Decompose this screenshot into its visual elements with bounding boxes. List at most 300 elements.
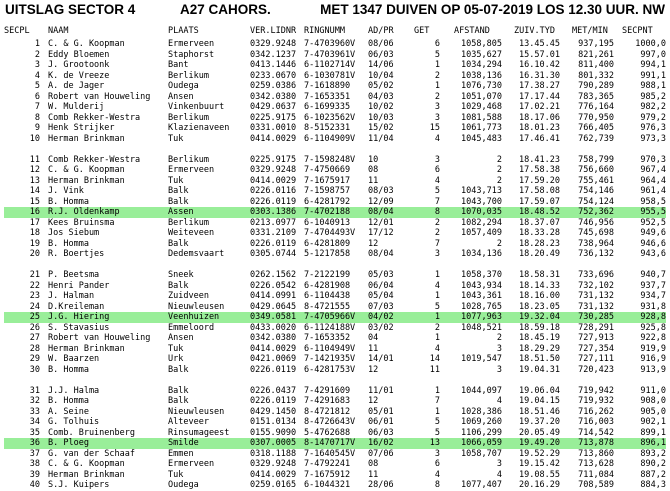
cell-mpm: 727,354 bbox=[578, 343, 614, 354]
cell-get: 3 bbox=[434, 112, 440, 123]
cell-mpm: 746,956 bbox=[578, 217, 614, 228]
cell-pnt: 940,7 bbox=[640, 270, 666, 280]
cell-afst: 1019,547 bbox=[461, 354, 502, 364]
cell-naam: Herman Brinkman bbox=[48, 343, 125, 354]
cell-pnt: 979,2 bbox=[640, 112, 666, 123]
cell-adpr: 05/02 bbox=[368, 81, 394, 91]
cell-naam: C. & G. Koopman bbox=[48, 165, 125, 175]
cell-lid: 0429.1450 bbox=[250, 406, 297, 417]
cell-adpr: 08/06 bbox=[368, 39, 394, 49]
cell-naam: Robert van Houweling bbox=[48, 91, 151, 102]
table-row bbox=[4, 102, 666, 113]
cell-pnt: 958,5 bbox=[640, 196, 666, 207]
table-row bbox=[4, 92, 666, 103]
cell-ring: 8-4721555 bbox=[304, 301, 351, 312]
cell-lid: 0259.0165 bbox=[250, 480, 297, 490]
cell-adpr: 05/04 bbox=[368, 291, 394, 301]
cell-afst: 1076,730 bbox=[461, 81, 502, 91]
cell-ring: 7-4703961V bbox=[304, 49, 356, 60]
table-row bbox=[4, 197, 666, 208]
cell-pnt: 928,8 bbox=[640, 312, 666, 322]
cell-lid: 0225.9175 bbox=[250, 112, 297, 123]
cell-tijd: 15.57.01 bbox=[519, 49, 560, 60]
cell-afst: 1034,136 bbox=[461, 249, 502, 259]
cell-mpm: 731,132 bbox=[578, 301, 614, 312]
cell-pnt: 922,8 bbox=[640, 333, 666, 343]
cell-pnt: 997,0 bbox=[640, 49, 666, 60]
cell-mpm: 937,195 bbox=[578, 39, 614, 49]
cell-naam: Comb Rekker-Westra bbox=[48, 112, 141, 123]
cell-lid: 0226.0437 bbox=[250, 385, 297, 396]
cell-mpm: 738,964 bbox=[578, 238, 614, 249]
cell-ring: 6-1699335 bbox=[304, 102, 351, 112]
cell-mpm: 758,799 bbox=[578, 154, 614, 165]
cell-mpm: 719,942 bbox=[578, 385, 614, 396]
cell-ring: 8-1470717V bbox=[304, 438, 356, 448]
table-row bbox=[4, 71, 666, 82]
cell-naam: D.Kreileman bbox=[48, 301, 105, 312]
cell-lid: 0342.0380 bbox=[250, 333, 297, 343]
cell-lid: 0414.0991 bbox=[250, 291, 297, 301]
cell-get: 5 bbox=[434, 301, 440, 312]
cell-lid: 0342.0380 bbox=[250, 91, 297, 102]
table-row bbox=[4, 344, 666, 355]
cell-get: 4 bbox=[434, 343, 440, 354]
group-spacer bbox=[4, 375, 666, 386]
cell-tijd: 18.28.23 bbox=[519, 238, 560, 249]
cell-lid: 0151.0134 bbox=[250, 417, 297, 427]
cell-pl: 3 bbox=[34, 60, 40, 70]
cell-adpr: 11/04 bbox=[368, 133, 394, 144]
cell-pnt: 946,6 bbox=[640, 238, 666, 249]
table-row bbox=[4, 249, 666, 260]
cell-afst: 2 bbox=[496, 333, 502, 343]
cell-mpm: 731,132 bbox=[578, 291, 614, 301]
cell-ring: 7-4705966V bbox=[304, 312, 356, 322]
table-row bbox=[4, 470, 666, 481]
cell-adpr: 06/01 bbox=[368, 417, 394, 427]
cell-mpm: 756,660 bbox=[578, 165, 614, 175]
cell-pnt: 967,4 bbox=[640, 165, 666, 175]
cell-adpr: 12/01 bbox=[368, 217, 394, 228]
cell-ring: 7-4291683 bbox=[304, 396, 351, 406]
cell-pnt: 893,2 bbox=[640, 448, 666, 459]
cell-plaats: Ermerveen bbox=[168, 459, 215, 469]
cell-ring: 7-4750669 bbox=[304, 165, 351, 175]
table-row bbox=[4, 323, 666, 334]
cell-plaats: Nieuwleusen bbox=[168, 301, 225, 312]
cell-pl: 14 bbox=[29, 186, 40, 196]
cell-lid: 0226.0116 bbox=[250, 186, 297, 196]
cell-afst: 3 bbox=[496, 364, 502, 375]
cell-afst: 1029,468 bbox=[461, 102, 502, 112]
table-row bbox=[4, 218, 666, 229]
cell-tijd: 18.59.18 bbox=[519, 322, 560, 333]
cell-naam: R. Boertjes bbox=[48, 249, 105, 259]
cell-pnt: 902,1 bbox=[640, 417, 666, 427]
cell-mpm: 755,461 bbox=[578, 175, 614, 186]
cell-mpm: 727,913 bbox=[578, 333, 614, 343]
table-row bbox=[4, 113, 666, 124]
cell-afst: 1044,097 bbox=[461, 385, 502, 396]
table-row bbox=[4, 459, 666, 470]
cell-mpm: 728,291 bbox=[578, 322, 614, 333]
cell-adpr: 10/03 bbox=[368, 112, 394, 123]
title-race: A27 CAHORS. bbox=[180, 2, 271, 17]
cell-pl: 6 bbox=[34, 91, 40, 102]
cell-lid: 0262.1562 bbox=[250, 270, 297, 280]
cell-ring: 6-1023562V bbox=[304, 112, 356, 123]
cell-afst: 1038,136 bbox=[461, 70, 502, 81]
header-ver-lidnr: VER.LIDNR bbox=[250, 26, 297, 36]
cell-lid: 0213.0977 bbox=[250, 217, 297, 228]
cell-plaats: Vinkenbuurt bbox=[168, 102, 225, 112]
cell-lid: 0226.0542 bbox=[250, 280, 297, 291]
cell-naam: Herman Brinkman bbox=[48, 469, 125, 480]
cell-adpr: 05/01 bbox=[368, 406, 394, 417]
cell-naam: K. de Vreeze bbox=[48, 70, 110, 81]
table-row bbox=[4, 239, 666, 250]
cell-mpm: 711,084 bbox=[578, 469, 614, 480]
cell-adpr: 07/06 bbox=[368, 448, 394, 459]
cell-ring: 7-1675912 bbox=[304, 469, 351, 480]
cell-lid: 0226.0119 bbox=[250, 396, 297, 406]
cell-tijd: 16.10.42 bbox=[519, 60, 560, 70]
cell-plaats: Tuk bbox=[168, 175, 184, 186]
cell-tijd: 18.51.46 bbox=[519, 406, 560, 417]
header-naam: NAAM bbox=[48, 26, 69, 36]
cell-adpr: 10 bbox=[368, 154, 379, 165]
cell-ring: 6-1102714V bbox=[304, 60, 356, 70]
cell-adpr: 14/01 bbox=[368, 354, 394, 364]
cell-get: 5 bbox=[434, 49, 440, 60]
table-row bbox=[4, 396, 666, 407]
cell-lid: 0329.9248 bbox=[250, 165, 297, 175]
cell-get: 3 bbox=[434, 448, 440, 459]
cell-tijd: 19.04.31 bbox=[519, 364, 560, 375]
cell-adpr: 08/04 bbox=[368, 207, 394, 217]
cell-naam: J.G. Hiering bbox=[48, 312, 110, 322]
cell-pnt: 931,8 bbox=[640, 301, 666, 312]
cell-mpm: 770,950 bbox=[578, 112, 614, 123]
cell-pl: 16 bbox=[29, 207, 40, 217]
cell-naam: Comb. Bruinenberg bbox=[48, 427, 135, 438]
cell-get: 1 bbox=[434, 60, 440, 70]
cell-afst: 1066,059 bbox=[461, 438, 502, 448]
cell-naam: B. Homma bbox=[48, 396, 89, 406]
cell-pl: 13 bbox=[29, 175, 40, 186]
cell-adpr: 07/03 bbox=[368, 301, 394, 312]
cell-tijd: 18.33.28 bbox=[519, 228, 560, 238]
cell-plaats: Oudega bbox=[168, 81, 199, 91]
cell-get: 4 bbox=[434, 175, 440, 186]
cell-tijd: 18.14.33 bbox=[519, 280, 560, 291]
cell-pl: 37 bbox=[29, 448, 40, 459]
cell-mpm: 714,542 bbox=[578, 427, 614, 438]
cell-get: 7 bbox=[434, 396, 440, 406]
cell-get: 1 bbox=[434, 270, 440, 280]
cell-adpr: 08 bbox=[368, 459, 379, 469]
cell-ring: 7-4291609 bbox=[304, 385, 351, 396]
cell-mpm: 708,589 bbox=[578, 480, 614, 490]
cell-adpr: 11 bbox=[368, 469, 379, 480]
cell-afst: 4 bbox=[496, 469, 502, 480]
cell-ring: 7-1598248V bbox=[304, 154, 356, 165]
cell-mpm: 776,164 bbox=[578, 102, 614, 112]
cell-pl: 40 bbox=[29, 480, 40, 490]
cell-get: 7 bbox=[434, 196, 440, 207]
cell-afst: 1070,035 bbox=[461, 207, 502, 217]
results-table bbox=[4, 26, 666, 491]
cell-naam: J. Vink bbox=[48, 186, 84, 196]
group-spacer bbox=[4, 144, 666, 155]
cell-lid: 0414.0029 bbox=[250, 469, 297, 480]
cell-get: 3 bbox=[434, 154, 440, 165]
cell-get: 7 bbox=[434, 238, 440, 249]
cell-pnt: 905,0 bbox=[640, 406, 666, 417]
table-row bbox=[4, 50, 666, 61]
cell-pl: 24 bbox=[29, 301, 40, 312]
cell-lid: 0414.0029 bbox=[250, 133, 297, 144]
cell-tijd: 18.23.05 bbox=[519, 301, 560, 312]
cell-get: 6 bbox=[434, 459, 440, 469]
cell-naam: S. Stavasius bbox=[48, 322, 110, 333]
table-row-highlighted bbox=[4, 207, 666, 218]
table-row bbox=[4, 407, 666, 418]
cell-afst: 1081,588 bbox=[461, 112, 502, 123]
cell-plaats: Weiteveen bbox=[168, 228, 215, 238]
cell-plaats: Ermerveen bbox=[168, 39, 215, 49]
cell-ring: 6-1104438 bbox=[304, 291, 351, 301]
cell-naam: W. Mulderij bbox=[48, 102, 105, 112]
cell-pnt: 937,7 bbox=[640, 280, 666, 291]
cell-mpm: 790,289 bbox=[578, 81, 614, 91]
cell-lid: 0233.0670 bbox=[250, 70, 297, 81]
cell-adpr: 06/04 bbox=[368, 280, 394, 291]
cell-tijd: 17.59.20 bbox=[519, 175, 560, 186]
cell-plaats: Zuidveen bbox=[168, 291, 209, 301]
cell-naam: Jos Siebum bbox=[48, 228, 100, 238]
cell-tijd: 17.58.38 bbox=[519, 165, 560, 175]
cell-pnt: 896,1 bbox=[640, 438, 666, 448]
cell-naam: A. de Jager bbox=[48, 81, 105, 91]
cell-ring: 6-1104949V bbox=[304, 343, 356, 354]
cell-naam: Herman Brinkman bbox=[48, 133, 125, 144]
cell-ring: 6-1030781V bbox=[304, 70, 356, 81]
cell-tijd: 19.37.20 bbox=[519, 417, 560, 427]
cell-afst: 1058,370 bbox=[461, 270, 502, 280]
cell-lid: 0349.0581 bbox=[250, 312, 297, 322]
cell-tijd: 18.45.19 bbox=[519, 333, 560, 343]
cell-plaats: Berlikum bbox=[168, 70, 209, 81]
cell-pl: 17 bbox=[29, 217, 40, 228]
cell-pnt: 964,4 bbox=[640, 175, 666, 186]
cell-lid: 0414.0029 bbox=[250, 343, 297, 354]
cell-naam: B. Homma bbox=[48, 196, 89, 207]
cell-mpm: 713,628 bbox=[578, 459, 614, 469]
cell-plaats: Balk bbox=[168, 186, 189, 196]
cell-mpm: 727,111 bbox=[578, 354, 614, 364]
table-row bbox=[4, 81, 666, 92]
cell-afst: 1028,386 bbox=[461, 406, 502, 417]
cell-adpr: 12/09 bbox=[368, 196, 394, 207]
cell-mpm: 783,365 bbox=[578, 91, 614, 102]
cell-tijd: 18.20.49 bbox=[519, 249, 560, 259]
cell-adpr: 12 bbox=[368, 238, 379, 249]
cell-pl: 25 bbox=[29, 312, 40, 322]
cell-pnt: 985,2 bbox=[640, 91, 666, 102]
header-zuiv-tyd: ZUIV.TYD bbox=[514, 26, 555, 36]
cell-naam: J. Halman bbox=[48, 291, 95, 301]
cell-lid: 0226.0119 bbox=[250, 238, 297, 249]
cell-pnt: 887,2 bbox=[640, 469, 666, 480]
cell-plaats: Berlikum bbox=[168, 217, 209, 228]
cell-lid: 0226.0119 bbox=[250, 196, 297, 207]
cell-get: 13 bbox=[429, 438, 440, 448]
cell-plaats: Nieuwleusen bbox=[168, 406, 225, 417]
cell-plaats: Dedemsvaart bbox=[168, 249, 225, 259]
cell-naam: C. & G. Koopman bbox=[48, 39, 125, 49]
cell-pl: 5 bbox=[34, 81, 40, 91]
cell-naam: Robert van Houweling bbox=[48, 333, 151, 343]
cell-lid: 0225.9175 bbox=[250, 154, 297, 165]
cell-ring: 6-1040913 bbox=[304, 217, 351, 228]
cell-tijd: 18.41.23 bbox=[519, 154, 560, 165]
cell-get: 1 bbox=[434, 333, 440, 343]
cell-pl: 23 bbox=[29, 291, 40, 301]
cell-get: 11 bbox=[429, 364, 440, 375]
cell-lid: 0329.9248 bbox=[250, 39, 297, 49]
cell-lid: 0429.0637 bbox=[250, 102, 297, 112]
cell-pnt: 988,1 bbox=[640, 81, 666, 91]
header-plaats: PLAATS bbox=[168, 26, 199, 36]
cell-afst: 1077,963 bbox=[461, 312, 502, 322]
table-row bbox=[4, 123, 666, 134]
table-row bbox=[4, 291, 666, 302]
cell-pnt: 1000,0 bbox=[635, 39, 666, 49]
cell-plaats: Rinsumageest bbox=[168, 427, 230, 438]
table-row bbox=[4, 228, 666, 239]
cell-naam: A. Seine bbox=[48, 406, 89, 417]
cell-pnt: 934,7 bbox=[640, 291, 666, 301]
cell-get: 1 bbox=[434, 291, 440, 301]
table-row bbox=[4, 270, 666, 281]
cell-plaats: Assen bbox=[168, 207, 194, 217]
cell-tijd: 19.49.20 bbox=[519, 438, 560, 448]
cell-get: 2 bbox=[434, 91, 440, 102]
cell-pnt: 973,3 bbox=[640, 133, 666, 144]
cell-pl: 19 bbox=[29, 238, 40, 249]
cell-mpm: 754,146 bbox=[578, 186, 614, 196]
cell-tijd: 18.16.00 bbox=[519, 291, 560, 301]
cell-pl: 31 bbox=[29, 385, 40, 396]
cell-get: 8 bbox=[434, 207, 440, 217]
cell-pl: 2 bbox=[34, 49, 40, 60]
cell-lid: 0303.1386 bbox=[250, 207, 297, 217]
cell-ring: 7-2122199 bbox=[304, 270, 351, 280]
cell-get: 1 bbox=[434, 406, 440, 417]
cell-pl: 28 bbox=[29, 343, 40, 354]
header-afstand: AFSTAND bbox=[454, 26, 490, 36]
cell-pl: 20 bbox=[29, 249, 40, 259]
cell-afst: 1058,805 bbox=[461, 39, 502, 49]
table-row-highlighted bbox=[4, 438, 666, 449]
cell-plaats: Berlikum bbox=[168, 154, 209, 165]
cell-afst: 1069,260 bbox=[461, 417, 502, 427]
cell-plaats: Ermerveen bbox=[168, 165, 215, 175]
cell-ring: 8-5152331 bbox=[304, 123, 351, 133]
cell-get: 1 bbox=[434, 312, 440, 322]
cell-get: 8 bbox=[434, 480, 440, 490]
cell-ring: 6-4281809 bbox=[304, 238, 351, 249]
cell-pl: 10 bbox=[29, 133, 40, 144]
cell-plaats: Balk bbox=[168, 385, 189, 396]
cell-ring: 6-4281753V bbox=[304, 364, 356, 375]
cell-get: 2 bbox=[434, 217, 440, 228]
cell-tijd: 18.29.29 bbox=[519, 343, 560, 354]
report-title bbox=[5, 2, 667, 20]
cell-ring: 6-4281792 bbox=[304, 196, 351, 207]
cell-lid: 0305.0744 bbox=[250, 249, 297, 259]
cell-mpm: 736,132 bbox=[578, 249, 614, 259]
cell-pnt: 884,3 bbox=[640, 480, 666, 490]
table-row bbox=[4, 134, 666, 145]
cell-pl: 30 bbox=[29, 364, 40, 375]
cell-pnt: 916,9 bbox=[640, 354, 666, 364]
cell-pnt: 943,6 bbox=[640, 249, 666, 259]
cell-adpr: 05/03 bbox=[368, 270, 394, 280]
cell-afst: 2 bbox=[496, 154, 502, 165]
cell-plaats: Emmen bbox=[168, 448, 194, 459]
cell-lid: 0259.0386 bbox=[250, 81, 297, 91]
cell-pl: 4 bbox=[34, 70, 40, 81]
cell-tijd: 19.32.04 bbox=[519, 312, 560, 322]
cell-pl: 34 bbox=[29, 417, 40, 427]
cell-adpr: 04 bbox=[368, 333, 379, 343]
cell-tijd: 19.08.55 bbox=[519, 469, 560, 480]
cell-pnt: 991,1 bbox=[640, 70, 666, 81]
cell-pl: 38 bbox=[29, 459, 40, 469]
cell-lid: 0342.1237 bbox=[250, 49, 297, 60]
table-row bbox=[4, 39, 666, 50]
cell-pnt: 982,2 bbox=[640, 102, 666, 112]
cell-pnt: 955,5 bbox=[640, 207, 666, 217]
cell-pl: 36 bbox=[29, 438, 40, 448]
cell-ring: 7-1421935V bbox=[304, 354, 356, 364]
cell-naam: J.J. Halma bbox=[48, 385, 100, 396]
cell-afst: 1043,700 bbox=[461, 196, 502, 207]
cell-tijd: 17.46.41 bbox=[519, 133, 560, 144]
cell-adpr: 08/04 bbox=[368, 249, 394, 259]
cell-pl: 12 bbox=[29, 165, 40, 175]
cell-ring: 7-1640545V bbox=[304, 448, 356, 459]
cell-get: 2 bbox=[434, 70, 440, 81]
title-details: MET 1347 DUIVEN OP 05-07-2019 LOS 12.30 UUR. NW bbox=[320, 2, 665, 17]
cell-pl: 15 bbox=[29, 196, 40, 207]
cell-tijd: 17.38.27 bbox=[519, 81, 560, 91]
cell-get: 15 bbox=[429, 123, 440, 133]
table-row bbox=[4, 186, 666, 197]
cell-tijd: 18.58.31 bbox=[519, 270, 560, 280]
table-row bbox=[4, 417, 666, 428]
table-row bbox=[4, 155, 666, 166]
cell-lid: 0331.2109 bbox=[250, 228, 297, 238]
cell-plaats: Tuk bbox=[168, 469, 184, 480]
cell-naam: Herman Brinkman bbox=[48, 175, 125, 186]
cell-ring: 7-1675917 bbox=[304, 175, 351, 186]
cell-ring: 7-4704493V bbox=[304, 228, 356, 238]
cell-tijd: 19.06.04 bbox=[519, 385, 560, 396]
